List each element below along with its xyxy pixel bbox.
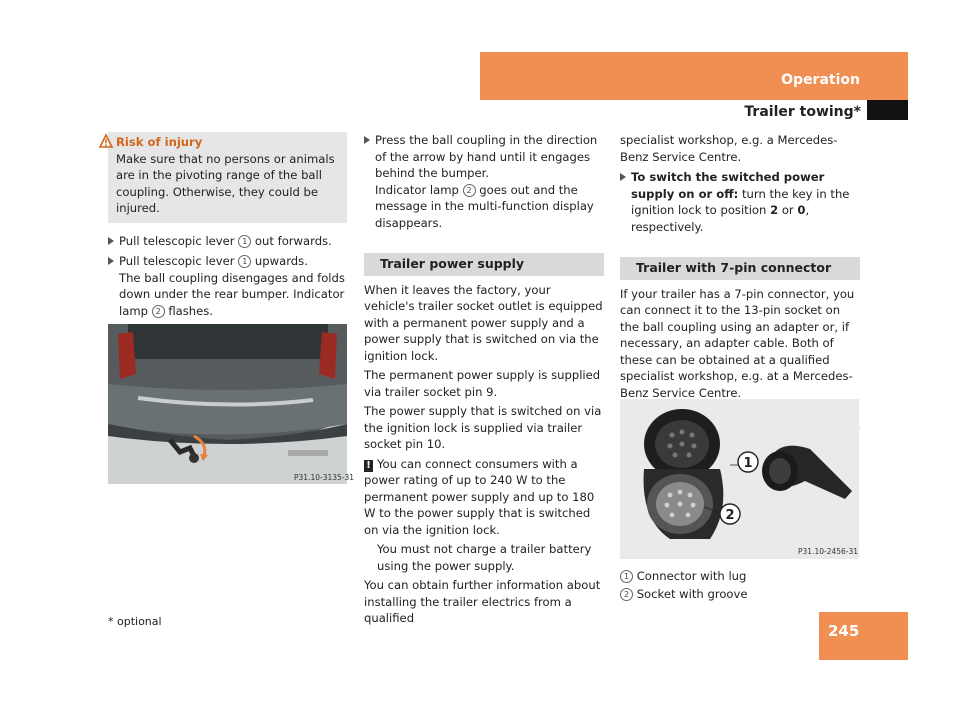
paragraph: You can obtain further information about installing the trailer electrics from a qualified (364, 578, 601, 625)
header-marker (867, 100, 908, 120)
step-text: Press the ball coupling in the direction of the arrow by hand until it engages behind the bumper. (375, 133, 598, 180)
legend-item (620, 585, 748, 603)
section-heading: Trailer power supply (364, 253, 604, 276)
step-text: Indicator lamp (375, 182, 463, 197)
warning-box (108, 132, 347, 223)
adapter-illustration (620, 399, 859, 559)
callout-number: 1 (238, 235, 251, 248)
position-value: 0 (797, 203, 806, 217)
step-press-coupling (364, 132, 604, 231)
section-heading: Trailer with 7-pin connector (620, 257, 860, 280)
step-text: Pull telescopic lever (119, 233, 239, 248)
column-3 (620, 132, 860, 429)
adapter-photo (620, 399, 859, 559)
step-pull-out (108, 233, 347, 250)
callout-number: 1 (238, 255, 251, 268)
step-text: upwards. (251, 254, 308, 268)
step-label: To switch the switched power supply on or off: (631, 170, 825, 201)
note-text: You must not charge a trailer battery using the power supply. (377, 542, 592, 573)
paragraph: When it leaves the factory, your vehicle's trailer socket outlet is equipped with a permanent power supply and a power supply that is switched on via the ignition lock. (364, 282, 603, 363)
step-text: goes out and the message in the multi-function display disappears. (375, 182, 594, 230)
legend-text: Connector with lug (636, 569, 747, 583)
warning-text: Make sure that no persons or animals are in the pivoting range of the ball coupling. Otherwise, they could be injured. (116, 151, 335, 215)
step-text: flashes. (164, 303, 214, 318)
step-arrow-icon (108, 237, 114, 245)
callout-number: 2 (463, 184, 476, 197)
ball-coupling-photo (108, 324, 355, 484)
paragraph: If your trailer has a 7-pin connector, you can connect it to the 13-pin socket on the ball coupling using an adapter or, if necessary, an adapter cable. Both of these can be obtained at a qualified specialist workshop, e.g. at a Mercedes-Benz Service Centre. (620, 286, 855, 400)
step-text: Pull telescopic lever (119, 254, 239, 268)
column-1 (108, 132, 347, 340)
note (364, 456, 604, 539)
page-number: 245 (828, 622, 860, 640)
paragraph: specialist workshop, e.g. a Mercedes-Benz Service Centre. (620, 133, 838, 164)
page-title: Trailer towing* (744, 104, 861, 120)
warning-title: Risk of injury (116, 135, 203, 149)
column-2 (364, 132, 604, 627)
photo-code: P31.10-3135-31 (294, 473, 355, 482)
step-text: out forwards. (251, 233, 332, 248)
step-text: or (778, 203, 798, 217)
paragraph: The power supply that is switched on via the ignition lock is supplied via trailer socket pin 10. (364, 404, 602, 451)
callout-number: 1 (620, 570, 633, 583)
callout-number: 2 (152, 305, 165, 318)
note-icon: ! (364, 460, 373, 472)
step-arrow-icon (364, 136, 370, 144)
step-switch-power (620, 169, 860, 235)
footnote: * optional (108, 615, 162, 628)
legend-text: Socket with groove (636, 587, 748, 601)
note-text: You can connect consumers with a power rating of up to 240 W to the permanent power supply and up to 180 W to the power supply that is switched on via the ignition lock. (364, 456, 595, 537)
callout-2: 2 (725, 508, 735, 523)
warning-triangle-icon (99, 134, 113, 148)
callout-number: 2 (620, 588, 633, 601)
step-text: turn the key in the ignition lock to position (631, 186, 850, 217)
page-number-tab (819, 612, 908, 660)
step-text: The ball coupling disengages and folds down under the rear bumper. Indicator lamp (119, 270, 345, 318)
photo-code: P31.10-2456-31 (798, 547, 859, 556)
section-label: Operation (781, 72, 860, 88)
section-tab (480, 52, 908, 100)
legend-item (620, 567, 748, 585)
step-arrow-icon (108, 257, 114, 265)
car-rear-illustration (108, 324, 355, 484)
step-text: , respectively. (631, 203, 810, 234)
paragraph: The permanent power supply is supplied via trailer socket pin 9. (364, 368, 601, 399)
step-arrow-icon (620, 173, 626, 181)
callout-1: 1 (743, 456, 753, 471)
photo-legend (620, 567, 748, 603)
position-value: 2 (770, 203, 779, 217)
step-pull-up (108, 253, 347, 319)
